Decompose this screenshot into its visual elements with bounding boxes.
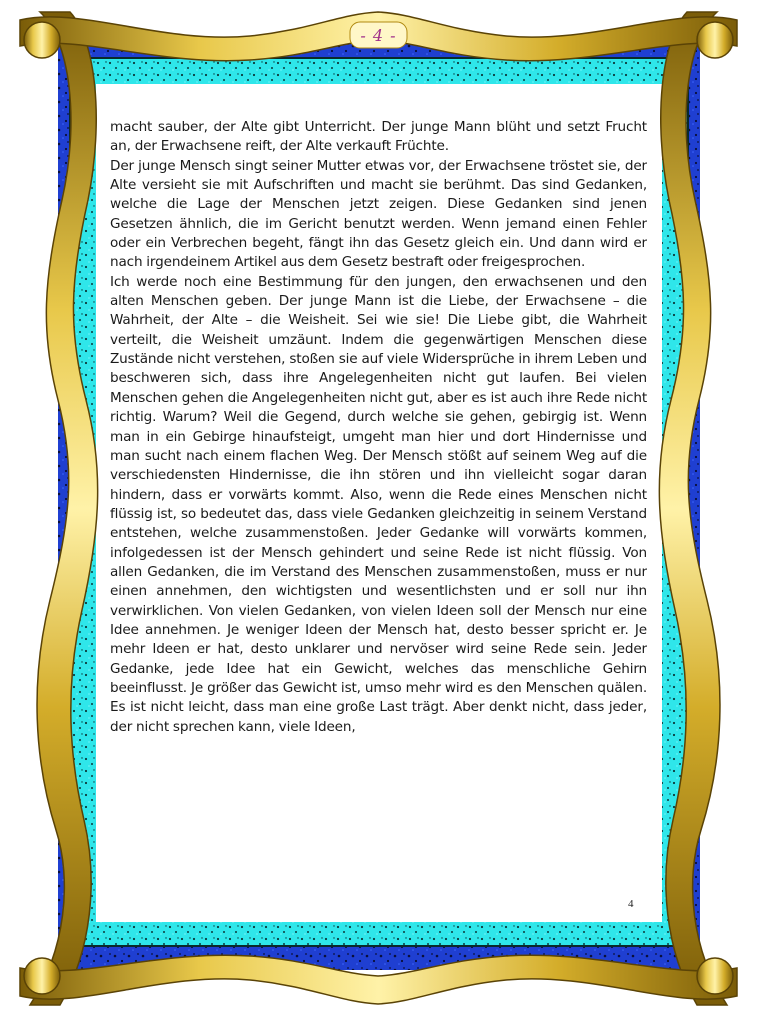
page-header-label: - 4 - <box>360 26 397 45</box>
paragraph: Der junge Mensch singt seiner Mutter etwas vor, der Erwachsene tröstet sie, der Alte versieht sie mit Aufschriften und macht sie berühmt. Das sind Gedanken, welche die Lage der Menschen jetzt zeigen. Diese Gedanken sind jenen Gesetzen ähnlich, die im Gericht benutzt werden. Wenn jemand einen Fehler oder ein Verbrechen begeht, fängt ihn das Gesetz gleich ein. Und dann wird er nach irgendeinem Artikel aus dem Gesetz bestraft oder freigesprochen. <box>110 157 647 271</box>
page-number: 4 <box>628 898 634 910</box>
corner-curl-br <box>697 958 733 994</box>
paragraph: macht sauber, der Alte gibt Unterricht. Der junge Mann blüht und setzt Frucht an, der Erwachsene reift, der Alte verkauft Früchte. <box>110 119 647 155</box>
page-body-text <box>110 118 647 898</box>
corner-curl-bl <box>24 958 60 994</box>
paragraph: Ich werde noch eine Bestimmung für den jungen, den erwachsenen und den alten Menschen geben. Der junge Mann ist die Liebe, der Erwachsene – die Wahrheit, der Alte – die Weisheit. Sei wie sie! Die Liebe gibt, die Wahrheit verteilt, die Weisheit umzäunt. Indem die gegenwärtigen Menschen diese Zustände nicht verstehen, stoßen sie auf viele Widersprüche in ihrem Leben und beschweren sich, dass ihre Angelegenheiten nicht gut laufen. Bei vielen Menschen gehen die Angelegenheiten nicht gut, aber es ist auch ihre Rede nicht richtig. Warum? Weil die Gegend, durch welche sie gehen, gebirgig ist. Wenn man in ein Gebirge hinaufsteigt, umgeht man hier und dort Hindernisse und man sucht nach einem flachen Weg. Der Mensch stößt auf seinem Weg auf die verschiedensten Hindernisse, die ihn stören und ihn vielleicht sogar daran hindern, dass er vorwärts kommt. Also, wenn die Rede eines Menschen nicht flüssig ist, so bedeutet das, dass viele Gedanken gleichzeitig in seinem Verstand entstehen, welche zusammenstoßen. Jeder Gedanke will vorwärts kommen, infolgedessen ist der Mensch gehindert und seine Rede ist nicht flüssig. Von allen Gedanken, die im Verstand des Menschen zusammenstoßen, muss er nur einen annehmen, den wichtigsten und wesentlichsten und er soll nur ihn verwirklichen. Von vielen Gedanken, von vielen Ideen soll der Mensch nur eine Idee annehmen. Je weniger Ideen der Mensch hat, desto besser spricht er. Je mehr Ideen er hat, desto unklarer und nervöser wird seine Rede sein. Jeder Gedanke, jede Idee hat ein Gewicht, welches das menschliche Gehirn beeinflusst. Je größer das Gewicht ist, umso mehr wird es den Menschen quälen. Es ist nicht leicht, dass man eine große Last trägt. Aber denkt nicht, dass jeder, der nicht sprechen kann, viele Ideen, <box>110 273 647 735</box>
